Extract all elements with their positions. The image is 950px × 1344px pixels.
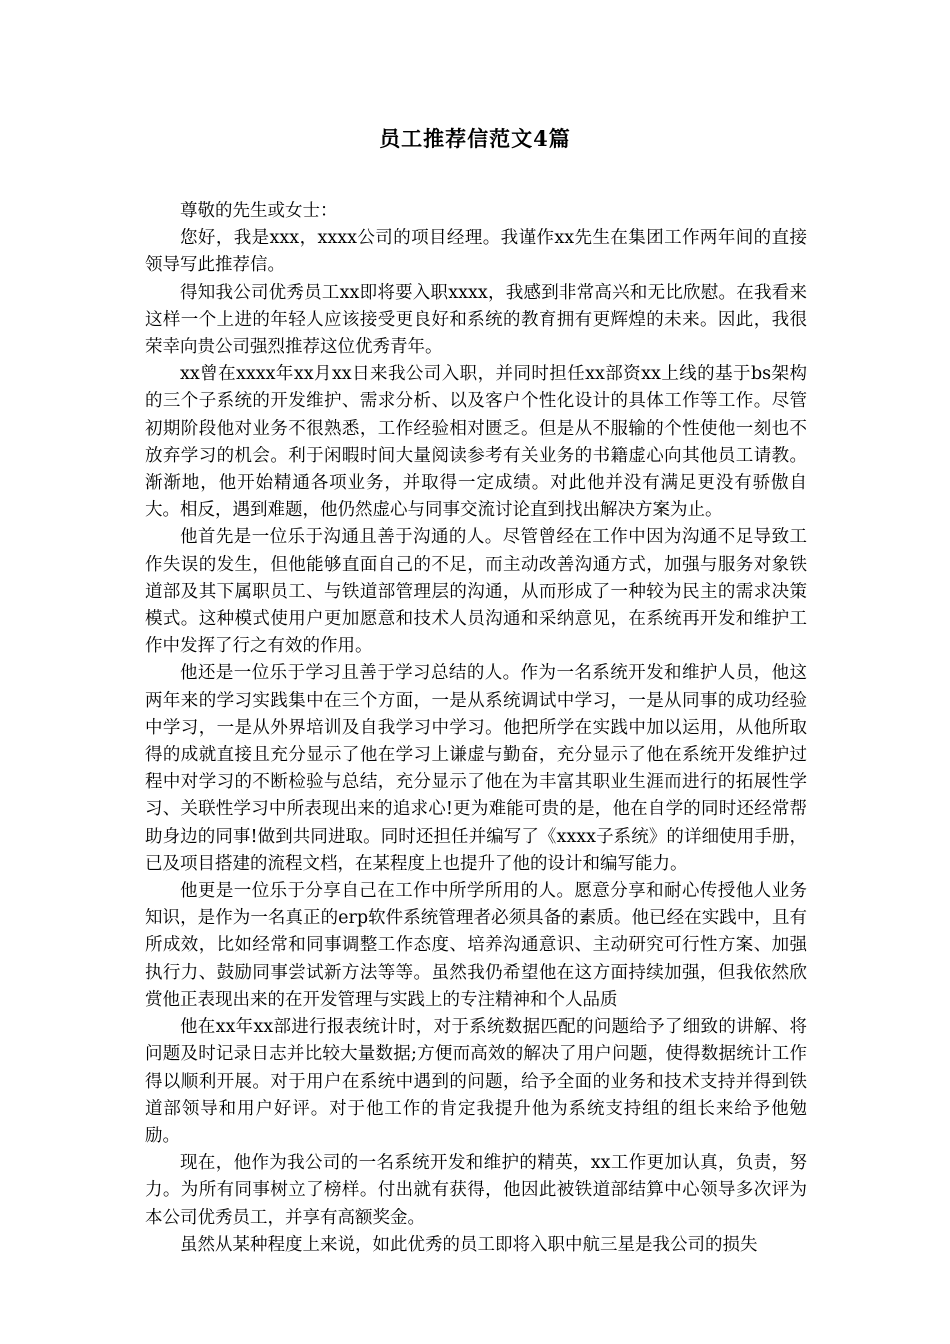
paragraph-2: 得知我公司优秀员工xx即将要入职xxxx，我感到非常高兴和无比欣慰。在我看来这样一个上进的年轻人应该接受更良好和系统的教育拥有更辉煌的未来。因此，我很荣幸向贵公司强烈推荐这位优秀青年。 bbox=[145, 282, 807, 358]
paragraph-6: 他更是一位乐于分享自己在工作中所学所用的人。愿意分享和耐心传授他人业务知识，是作为一名真正的erp软件系统管理者必须具备的素质。他已经在实践中，且有所成效，比如经常和同事调整工作态度、培养沟通意识、主动研究可行性方案、加强执行力、鼓励同事尝试新方法等等。虽然我仍希望他在这方面持续加强，但我依然欣赏他正表现出来的在开发管理与实践上的专注精神和个人品质 bbox=[145, 881, 807, 1010]
paragraph-3: xx曾在xxxx年xx月xx日来我公司入职，并同时担任xx部资xx上线的基于bs架构的三个子系统的开发维护、需求分析、以及客户个性化设计的具体工作等工作。尽管初期阶段他对业务不很熟悉，工作经验相对匮乏。但是从不服输的个性使他一刻也不放弃学习的机会。利于闲暇时间大量阅读参考有关业务的书籍虚心向其他员工请教。渐渐地，他开始精通各项业务，并取得一定成绩。对此他并没有满足更没有骄傲自大。相反，遇到难题，他仍然虚心与同事交流讨论直到找出解决方案为止。 bbox=[145, 364, 807, 521]
letter-body bbox=[145, 198, 807, 1259]
salutation: 尊敬的先生或女士： bbox=[180, 201, 338, 221]
paragraph-9: 虽然从某种程度上来说，如此优秀的员工即将入职中航三星是我公司的损失 bbox=[180, 1234, 758, 1255]
paragraph-4: 他首先是一位乐于沟通且善于沟通的人。尽管曾经在工作中因为沟通不足导致工作失误的发生，但他能够直面自己的不足，而主动改善沟通方式，加强与服务对象铁道部及其下属职员工、与铁道部管理层的沟通，从而形成了一种较为民主的需求决策模式。这种模式使用户更加愿意和技术人员沟通和采纳意见，在系统再开发和维护工作中发挥了行之有效的作用。 bbox=[145, 527, 807, 657]
paragraph-5: 他还是一位乐于学习且善于学习总结的人。作为一名系统开发和维护人员，他这两年来的学习实践集中在三个方面，一是从系统调试中学习，一是从同事的成功经验中学习，一是从外界培训及自我学习中学习。他把所学在实践中加以运用，从他所取得的成就直接且充分显示了他在学习上谦虚与勤奋，充分显示了他在系统开发维护过程中对学习的不断检验与总结，充分显示了他在为丰富其职业生涯而进行的拓展性学习、关联性学习中所表现出来的追求心!更为难能可贵的是，他在自学的同时还经常帮助身边的同事!做到共同进取。同时还担任并编写了《xxxx子系统》的详细使用手册，已及项目搭建的流程文档，在某程度上也提升了他的设计和编写能力。 bbox=[145, 663, 807, 874]
paragraph-1: 您好，我是xxx，xxxx公司的项目经理。我谨作xx先生在集团工作两年间的直接领导写此推荐信。 bbox=[145, 228, 807, 276]
paragraph-7: 他在xx年xx部进行报表统计时，对于系统数据匹配的问题给予了细致的讲解、将问题及时记录日志并比较大量数据;方便而高效的解决了用户问题，使得数据统计工作得以顺利开展。对于用户在系统中遇到的问题，给予全面的业务和技术支持并得到铁道部领导和用户好评。对于他工作的肯定我提升他为系统支持组的组长来给予他勉励。 bbox=[145, 1017, 807, 1146]
document-title: 员工推荐信范文4篇 bbox=[379, 126, 571, 151]
paragraph-8: 现在，他作为我公司的一名系统开发和维护的精英，xx工作更加认真，负责，努力。为所有同事树立了榜样。付出就有获得，他因此被铁道部结算中心领导多次评为本公司优秀员工，并享有高额奖金。 bbox=[145, 1153, 807, 1228]
